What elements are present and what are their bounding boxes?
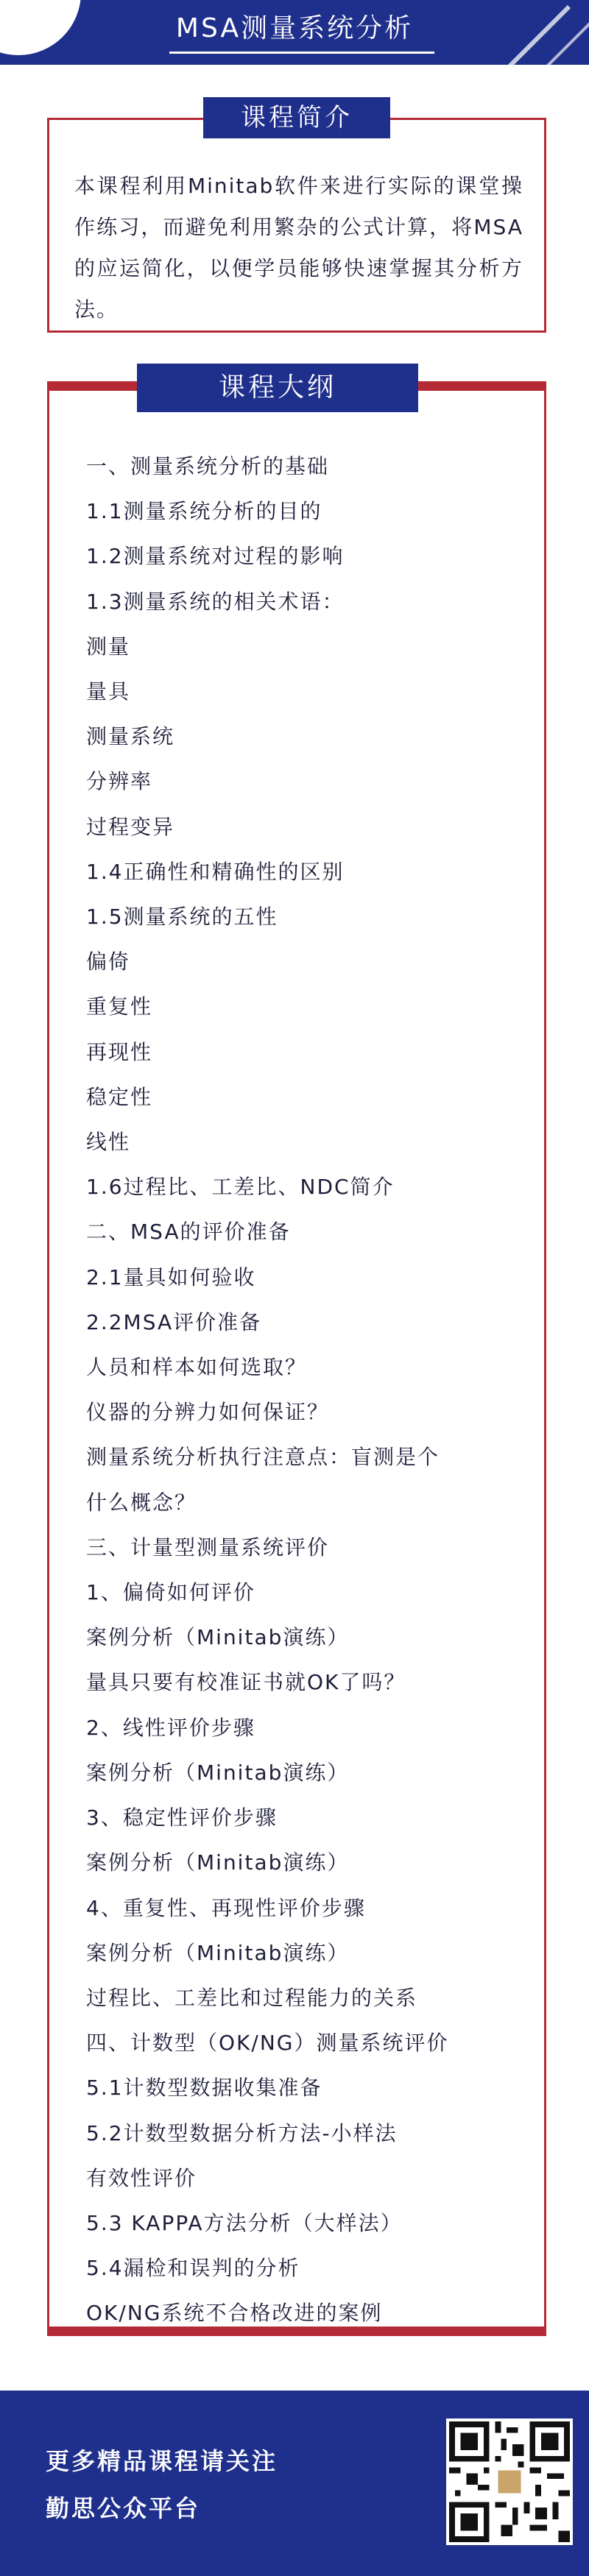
outline-list (86, 444, 528, 2336)
outline-item: 2、线性评价步骤 (86, 1715, 255, 1740)
intro-heading: 课程简介 (203, 97, 390, 138)
outline-item: 3、稳定性评价步骤 (86, 1805, 278, 1830)
outline-item: 稳定性 (86, 1084, 153, 1109)
outline-item: 分辨率 (86, 769, 153, 794)
outline-item: 5.4漏检和误判的分析 (86, 2256, 300, 2281)
outline-item: 1.1测量系统分析的目的 (86, 499, 322, 524)
outline-item: 仪器的分辨力如何保证？ (86, 1400, 330, 1425)
outline-item: 人员和样本如何选取？ (86, 1355, 308, 1380)
outline-item: 量具 (86, 679, 131, 704)
outline-item: 1、偏倚如何评价 (86, 1580, 255, 1605)
outline-item: 5.1计数型数据收集准备 (86, 2076, 322, 2101)
outline-item: 4、重复性、再现性评价步骤 (86, 1895, 366, 1920)
outline-item: 测量 (86, 634, 131, 659)
outline-item: 什么概念？ (86, 1490, 197, 1515)
outline-item: 有效性评价 (86, 2165, 197, 2190)
outline-item: 案例分析（Minitab演练） (86, 1850, 350, 1875)
footer-text (46, 2438, 278, 2532)
outline-item: 案例分析（Minitab演练） (86, 1940, 350, 1965)
outline-item: 1.5测量系统的五性 (86, 905, 278, 930)
outline-item: 测量系统分析执行注意点：盲测是个 (86, 1445, 440, 1470)
outline-item: 过程变异 (86, 814, 175, 839)
footer-line-2: 勤思公众平台 (46, 2494, 201, 2522)
intro-section (47, 118, 546, 333)
page-title: MSA测量系统分析 (175, 13, 414, 43)
outline-item: 1.2测量系统对过程的影响 (86, 544, 345, 569)
outline-item: 案例分析（Minitab演练） (86, 1760, 350, 1785)
outline-item: 1.4正确性和精确性的区别 (86, 859, 345, 884)
outline-item: 量具只要有校准证书就OK了吗？ (86, 1670, 406, 1695)
qr-code-icon (446, 2418, 573, 2545)
outline-item: 三、计量型测量系统评价 (86, 1535, 330, 1560)
outline-item: 2.1量具如何验收 (86, 1264, 256, 1289)
intro-text: 本课程利用Minitab软件来进行实际的课堂操作练习，而避免利用繁杂的公式计算，将MSA的应运简化，以便学员能够快速掌握其分析方法。 (74, 174, 523, 322)
outline-item: 案例分析（Minitab演练） (86, 1625, 350, 1650)
footer (0, 2391, 589, 2576)
outline-item: OK/NG系统不合格改进的案例 (86, 2301, 383, 2326)
outline-item: 5.3 KAPPA方法分析（大样法） (86, 2210, 403, 2235)
outline-heading: 课程大纲 (137, 364, 418, 412)
outline-item: 5.2计数型数据分析方法-小样法 (86, 2120, 398, 2145)
outline-item: 偏倚 (86, 949, 131, 974)
outline-item: 1.3测量系统的相关术语： (86, 589, 345, 614)
header-banner (0, 0, 589, 65)
outline-item: 四、计数型（OK/NG）测量系统评价 (86, 2031, 449, 2056)
outline-item: 一、测量系统分析的基础 (86, 454, 330, 478)
footer-line-1: 更多精品课程请关注 (46, 2447, 278, 2475)
outline-item: 测量系统 (86, 724, 175, 749)
outline-item: 过程比、工差比和过程能力的关系 (86, 1985, 418, 2010)
outline-section (47, 381, 546, 2336)
title-underline (169, 52, 434, 54)
outline-item: 重复性 (86, 994, 153, 1019)
outline-item: 线性 (86, 1130, 131, 1155)
outline-item: 再现性 (86, 1039, 153, 1064)
outline-item: 2.2MSA评价准备 (86, 1309, 262, 1334)
outline-item: 1.6过程比、工差比、NDC简介 (86, 1175, 395, 1200)
outline-item: 二、MSA的评价准备 (86, 1220, 291, 1245)
